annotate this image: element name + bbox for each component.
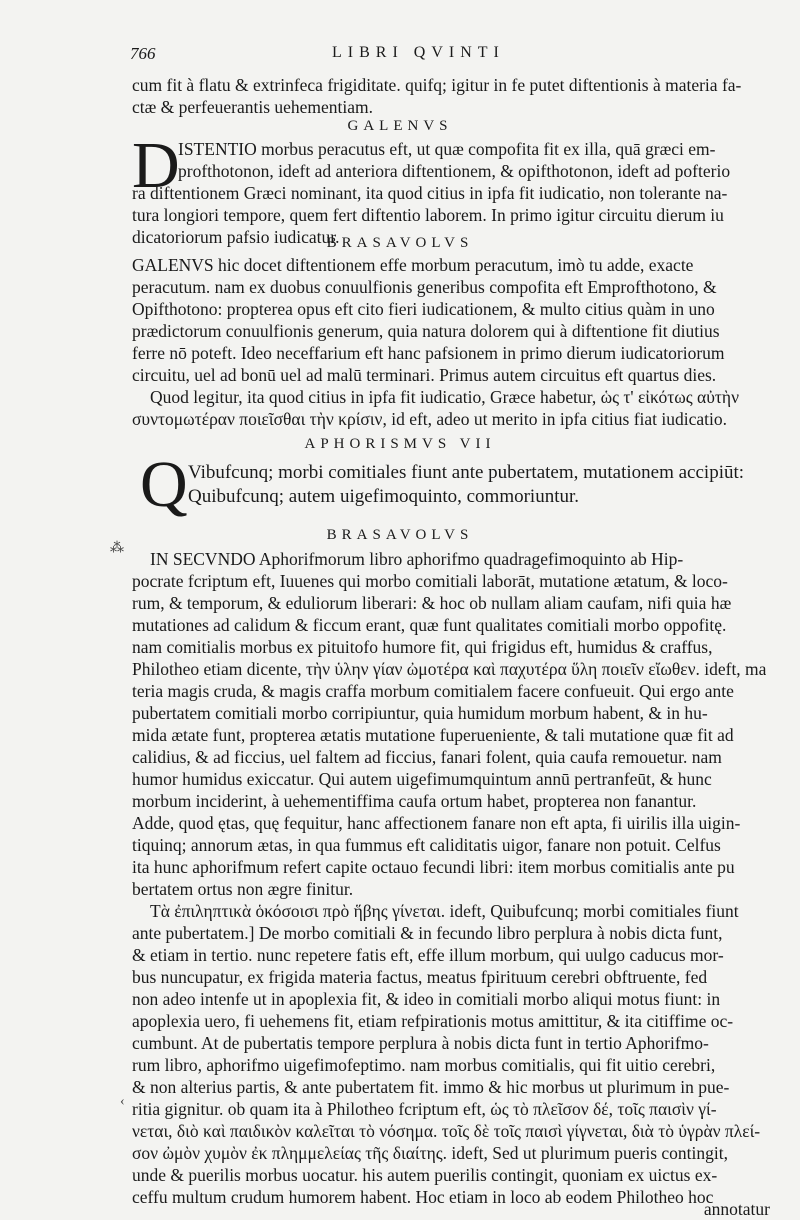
text-line: σον ὠμὸν χυμὸν ἐκ πλημμελείας τῆς διαίτης. ideft, Sed ut plurimum pueris contingit, (132, 1143, 728, 1163)
text-line: morbum inciderint, à uehementiffima caufa ortum habet, propterea non fanantur. (132, 791, 697, 811)
section-heading-galenus: GALENVS (347, 118, 453, 134)
text-line: Adde, quod ętas, quę fequitur, hanc affectionem fanare non eft apta, fi uirilis illa uigin- (132, 813, 741, 833)
text-line: mutationes ad calidum & ficcum erant, quæ funt qualitates comitiali morbo oppofitę. (132, 615, 727, 635)
text-line: bertatem ortus non ægre finitur. (132, 879, 354, 899)
text-line: ctæ & perfeuerantis uehementiam. (132, 97, 374, 117)
text-line: Opifthotono: propterea opus eft cito fieri iudicationem, & multo citius quàm in uno (132, 299, 715, 319)
text-line: dicatoriorum pafsio iudicatur. (132, 227, 340, 247)
drop-capital-q: Q (140, 448, 188, 521)
section-heading-aphorism: APHORISMVS VII (304, 436, 496, 452)
section-heading-brasavolus-2: BRASAVOLVS (326, 527, 474, 543)
text-line: & etiam in tertio. nunc repetere fatis eft, effe illum morbum, qui uulgo caducus mor- (132, 945, 724, 965)
text-line: tura longiori tempore, quem fert diftentio laborem. In primo igitur circuitu dierum iu (132, 205, 724, 225)
text-line: cum fit à flatu & extrinfeca frigiditate. quifq; igitur in fe putet diftentionis à materia fa- (132, 75, 742, 95)
text-line: Τὰ ἐπιληπτικὰ ὁκόσοισι πρὸ ἥβης γίνεται. ideft, Quibufcunq; morbi comitiales fiunt (150, 901, 739, 921)
text-line: non adeo intenfe ut in apoplexia fit, & ideo in comitiali morbo aliqui motus fiunt: in (132, 989, 721, 1009)
text-line: IN SECVNDO Aphorifmorum libro aphorifmo quadragefimoquinto ab Hip- (150, 549, 684, 569)
text-line: unde & puerilis morbus uocatur. his autem puerilis contingit, quoniam ex uictus ex- (132, 1165, 718, 1185)
text-line: peracutum. nam ex duobus conuulfionis generibus compofita eft Emprofthotono, & (132, 277, 717, 297)
text-line: ceffu multum crudum humorem habent. Hoc etiam in loco ab eodem Philotheo hoc (132, 1187, 714, 1207)
text-line: ante pubertatem.] De morbo comitiali & in fecundo libro perplura à nobis dicta funt, (132, 923, 723, 943)
margin-mark: ‹ (120, 1094, 125, 1109)
text-line: ritia gignitur. ob quam ita à Philotheo fcriptum eft, ὡς τὸ πλεῖσον δέ, τοῖς παισὶν γί- (132, 1099, 717, 1119)
text-line: rum, & temporum, & eduliorum liberari: & hoc ob nullam aliam caufam, nifi quia hæ (132, 593, 732, 613)
text-line: ita hunc aphorifmum refert capite octauo fecundi libri: item morbus comitialis ante pu (132, 857, 735, 877)
text-line: cumbunt. At de pubertatis tempore perplura à nobis dicta funt in tertio Aphorifmo- (132, 1033, 709, 1053)
text-line: profthotonon, ideft ad anteriora diftentionem, & opifthotonon, ideft ad pofterio (178, 161, 731, 181)
text-line: ra diftentionem Græci nominant, ita quod citius in ipfa fit iudicatio, non tolerante na- (132, 183, 728, 203)
drop-capital-d: D (132, 129, 180, 202)
text-line: pubertatem comitiali morbo corripiuntur, quia humidum morbum habent, & in hu- (132, 703, 708, 723)
text-line: bus nuncupatur, ex frigida materia factus, meatus fpirituum cerebri obftruente, fed (132, 967, 708, 987)
text-line: Philotheo etiam dicente, τὴν ὑλην γίαν ὠμοτέρα καὶ παχυτέρα ὕλη ποιεῖν εἴωθεν. ideft, ma (132, 659, 766, 679)
section-heading-brasavolus: BRASAVOLVS (326, 235, 474, 251)
text-line: nam comitialis morbus ex pituitofo humore fit, qui frigidus eft, humidus & craffus, (132, 637, 713, 657)
text-line: humor humidus exiccatur. Qui autem uigefimumquintum annū pertranfeūt, & hunc (132, 769, 712, 789)
text-line: apoplexia uero, fi uehemens fit, etiam refpirationis motus amittitur, & ita citiffime oc- (132, 1011, 734, 1031)
text-line: prædictorum conuulfionis generum, quia natura dolorem qui à diftentione fit diutius (132, 321, 720, 341)
margin-mark: ⁂ (110, 541, 124, 556)
aphorism-line: Quibufcunq; autem uigefimoquinto, commoriuntur. (188, 486, 580, 507)
text-line: συντομωτέραν ποιεῖσθαι τὴν κρίσιν, id eft, adeo ut merito in ipfa citius fiat iudicatio. (132, 409, 728, 429)
aphorism-line: Vibufcunq; morbi comitiales fiunt ante pubertatem, mutationem accipiūt: (188, 462, 745, 483)
text-line: teria magis cruda, & magis craffa morbum comitialem facere confueuit. Qui ergo ante (132, 681, 734, 701)
page-header (122, 44, 760, 70)
text-line: νεται, διὸ καὶ παιδικὸν καλεῖται τὸ νόσημα. τοῖς δὲ τοῖς παισὶ γίγνεται, διὰ τὸ ὑγρὰν πλεί- (132, 1121, 761, 1141)
text-line: pocrate fcriptum eft, Iuuenes qui morbo comitiali laborāt, mutatione ætatum, & loco- (132, 571, 728, 591)
text-line: calidius, & ad ficcius, uel faltem ad ficcius, fanari folent, quia caufa remouetur. nam (132, 747, 722, 767)
page-number: 766 (130, 44, 156, 63)
text-line: ISTENTIO morbus peracutus eft, ut quæ compofita fit ex illa, quā græci em- (178, 139, 716, 159)
text-line: mida ætate funt, propterea ætatis mutatione fuperueniente, & tali mutatione quæ fit ad (132, 725, 734, 745)
text-line: Quod legitur, ita quod citius in ipfa fit iudicatio, Græce habetur, ὡς τ' εἰκότως αὐτὴν (150, 387, 739, 407)
running-head: LIBRI QVINTI (332, 44, 505, 61)
text-line: circuitu, uel ad bonū uel ad malū terminari. Primus autem circuitus eft quartus dies. (132, 365, 717, 385)
text-line: & non alterius partis, & ante pubertatem fit. immo & hic morbus ut plurimum in pue- (132, 1077, 730, 1097)
text-line: rum libro, aphorifmo uigefimofeptimo. nam morbus comitialis, qui fit uitio cerebri, (132, 1055, 716, 1075)
catchword: annotatur (703, 1199, 770, 1219)
text-line: tiquinq; annorum ætas, in qua fummus eft caliditatis uigor, fanare non potuit. Celfus (132, 835, 721, 855)
text-line: GALENVS hic docet diftentionem effe morbum peracutum, imò tu adde, exacte (132, 255, 694, 275)
text-line: ferre nō poteft. Ideo neceffarium eft hanc pafsionem in primo dierum iudicatoriorum (132, 343, 725, 363)
